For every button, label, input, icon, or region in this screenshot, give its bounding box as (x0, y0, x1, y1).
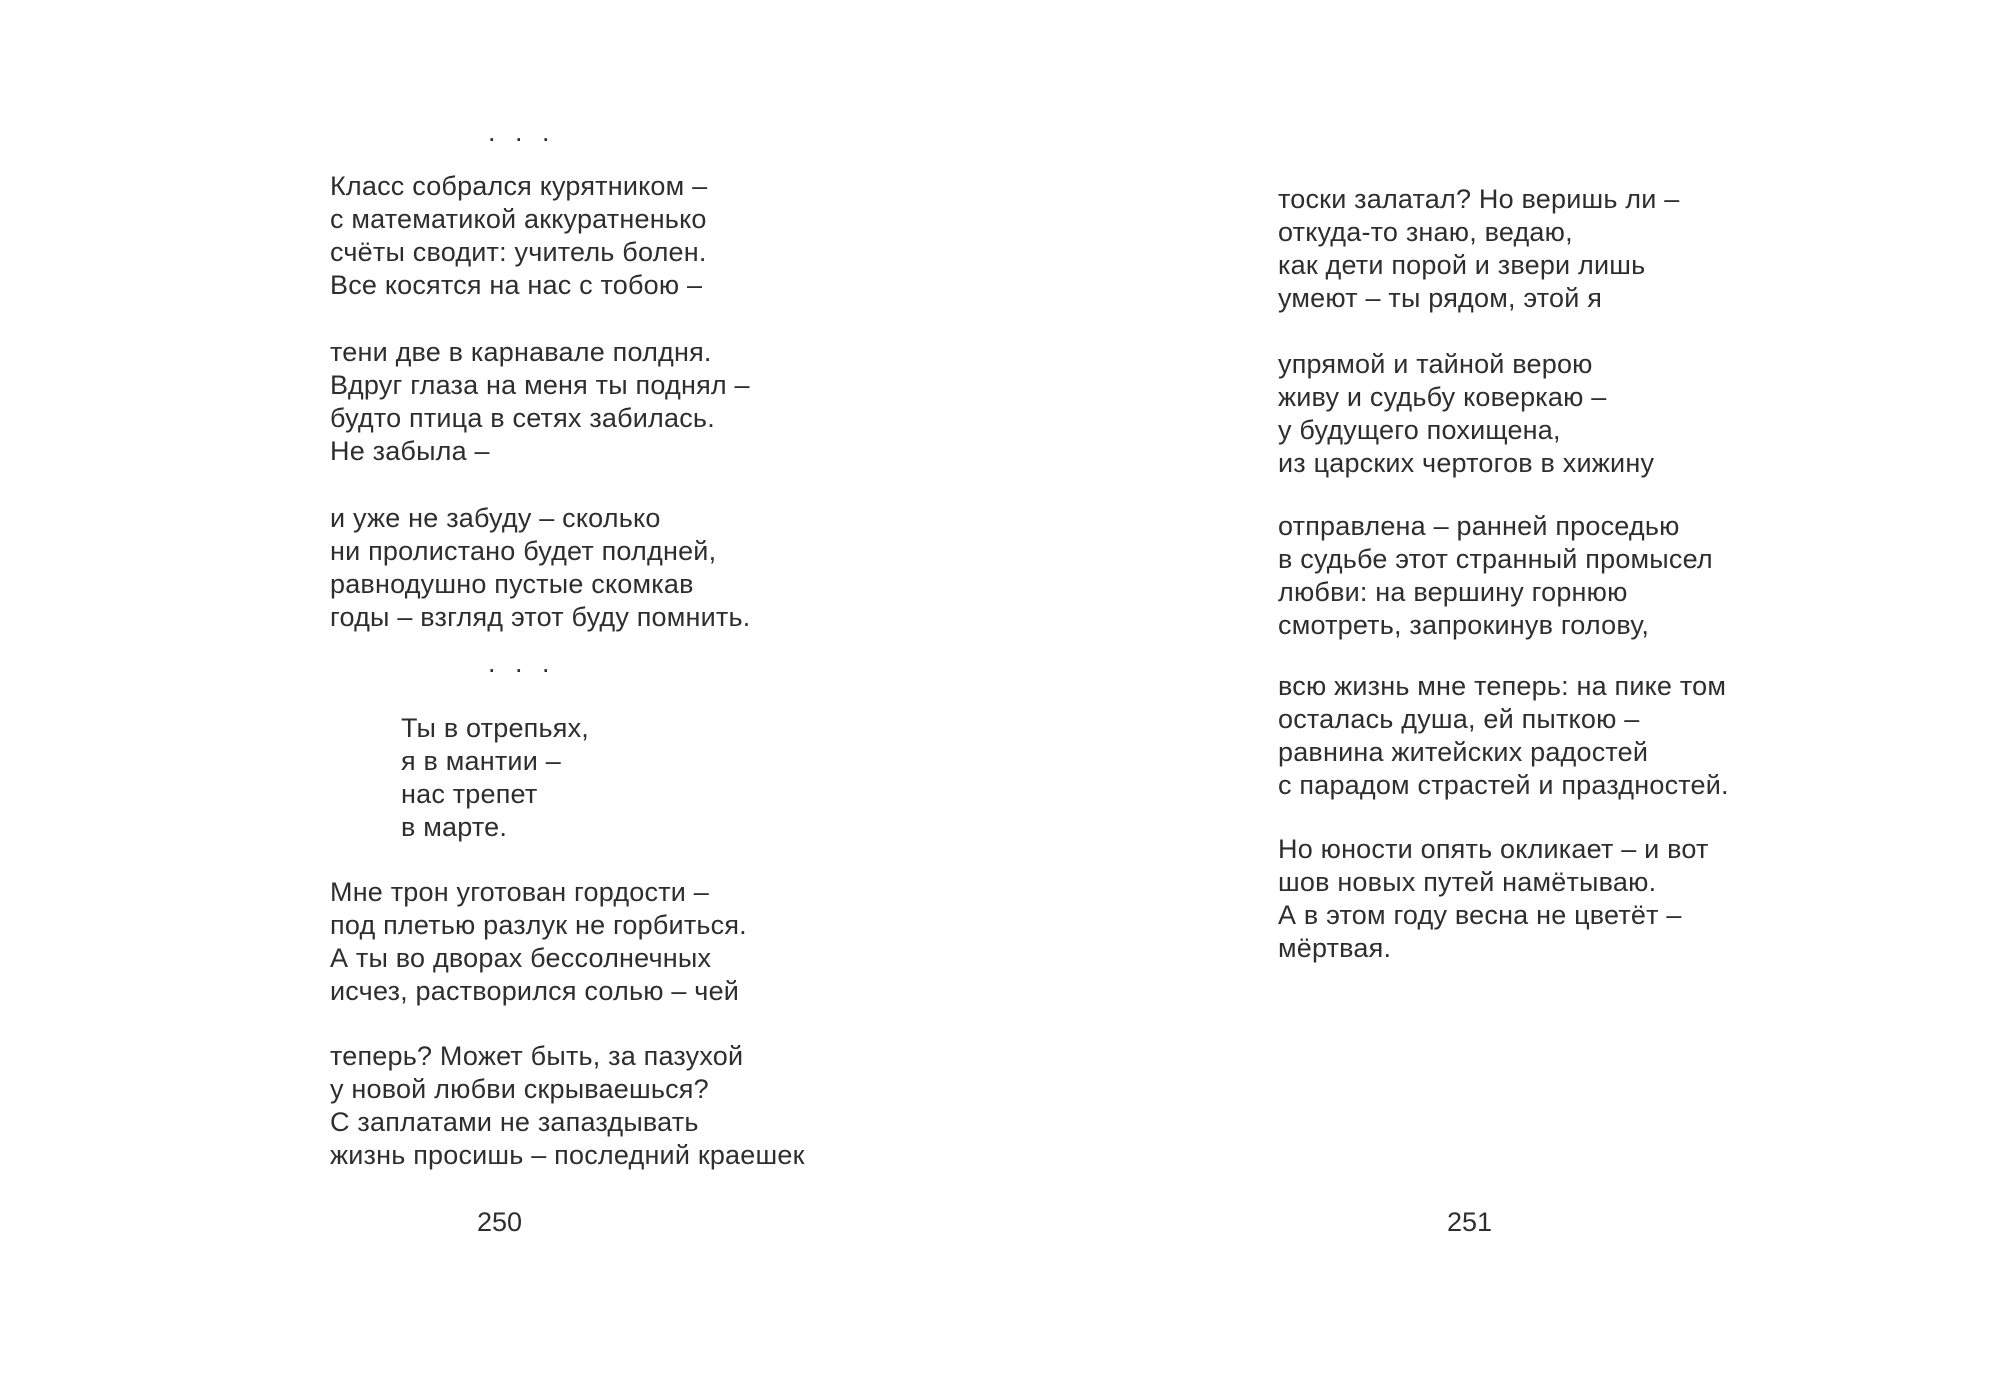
poem1-stanza-2 (330, 336, 750, 468)
poem-line: осталась душа, ей пыткою – (1278, 704, 1640, 734)
poem-line: нас трепет (401, 779, 538, 809)
poem-line: А ты во дворах бессолнечных (330, 943, 712, 973)
poem-line: и уже не забуду – сколько (330, 503, 661, 533)
poem-line: любви: на вершину горнюю (1278, 577, 1628, 607)
poem-line: Вдруг глаза на меня ты поднял – (330, 370, 750, 400)
poem-line: упрямой и тайной верою (1278, 349, 1593, 379)
poem-line: я в мантии – (401, 746, 561, 776)
poem1-stanza-1 (330, 170, 707, 302)
right-stanza-1 (1278, 183, 1679, 315)
stanza-separator: . . . (488, 648, 556, 678)
poem-line: исчез, растворился солью – чей (330, 976, 740, 1006)
poem-line: из царских чертогов в хижину (1278, 448, 1655, 478)
right-stanza-4 (1278, 670, 1729, 802)
poem-line: шов новых путей намётываю. (1278, 867, 1657, 897)
right-stanza-5 (1278, 833, 1709, 965)
poem-line: откуда-то знаю, ведаю, (1278, 217, 1573, 247)
poem-line: жизнь просишь – последний краешек (330, 1140, 805, 1170)
poem-line: живу и судьбу коверкаю – (1278, 382, 1607, 412)
poem-line: А в этом году весна не цветёт – (1278, 900, 1682, 930)
poem-line: у будущего похищена, (1278, 415, 1561, 445)
poem-line: отправлена – ранней проседью (1278, 511, 1680, 541)
poem-line: годы – взгляд этот буду помнить. (330, 602, 751, 632)
poem-line: Все косятся на нас с тобою – (330, 270, 703, 300)
poem-line: счёты сводит: учитель болен. (330, 237, 707, 267)
poem-line: у новой любви скрываешься? (330, 1074, 709, 1104)
poem-line: Мне трон уготован гордости – (330, 877, 709, 907)
poem-line: тени две в карнавале полдня. (330, 337, 712, 367)
poem-line: Класс собрался курятником – (330, 171, 708, 201)
poem-line: С заплатами не запаздывать (330, 1107, 699, 1137)
right-stanza-2 (1278, 348, 1654, 480)
stanza-separator: . . . (488, 117, 556, 147)
right-stanza-3 (1278, 510, 1713, 642)
poem-line: теперь? Может быть, за пазухой (330, 1041, 744, 1071)
poem2-indented-stanza (401, 712, 589, 844)
poem-line: с парадом страстей и праздностей. (1278, 770, 1729, 800)
poem-line: Не забыла – (330, 436, 490, 466)
poem2-stanza-2 (330, 1040, 805, 1172)
poem1-stanza-3 (330, 502, 750, 634)
poem-line: равнодушно пустые скомкав (330, 569, 694, 599)
poem-line: будто птица в сетях забилась. (330, 403, 715, 433)
poem-line: мёртвая. (1278, 933, 1392, 963)
poem-line: равнина житейских радостей (1278, 737, 1649, 767)
poem2-stanza-1 (330, 876, 747, 1008)
poem-line: под плетью разлук не горбиться. (330, 910, 747, 940)
poem-line: всю жизнь мне теперь: на пике том (1278, 671, 1727, 701)
poem-line: в марте. (401, 812, 508, 842)
poem-line: ни пролистано будет полдней, (330, 536, 717, 566)
poem-line: с математикой аккуратненько (330, 204, 707, 234)
poem-line: Но юности опять окликает – и вот (1278, 834, 1709, 864)
poem-line: смотреть, запрокинув голову, (1278, 610, 1650, 640)
poem-line: как дети порой и звери лишь (1278, 250, 1646, 280)
poem-line: тоски залатал? Но веришь ли – (1278, 184, 1680, 214)
poem-line: умеют – ты рядом, этой я (1278, 283, 1603, 313)
poem-line: Ты в отрепьях, (401, 713, 589, 743)
poem-line: в судьбе этот странный промысел (1278, 544, 1713, 574)
page-number-left: 250 (477, 1207, 523, 1237)
page-number-right: 251 (1447, 1207, 1493, 1237)
